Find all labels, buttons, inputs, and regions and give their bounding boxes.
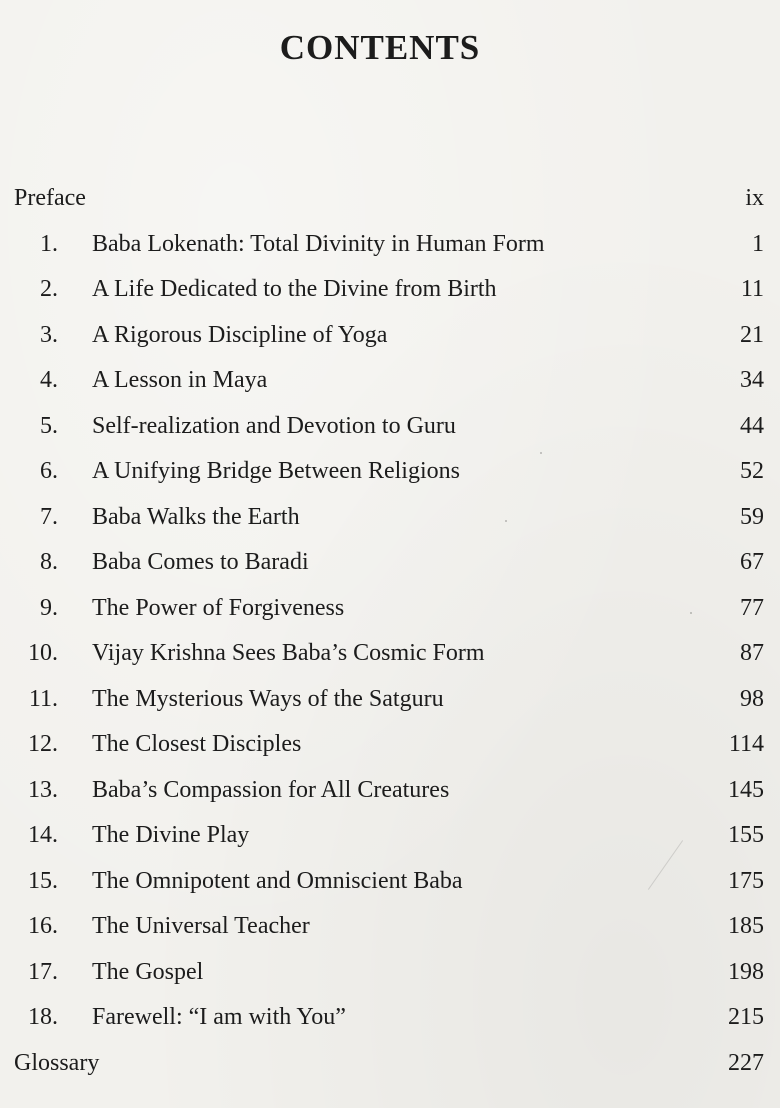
entry-title: The Omnipotent and Omniscient Baba <box>92 867 463 894</box>
toc-entry-chapter <box>0 768 780 814</box>
chapter-number: 1. <box>40 230 58 257</box>
toc-entry-chapter <box>0 540 780 586</box>
entry-page-number: 227 <box>728 1049 764 1076</box>
entry-title: Glossary <box>14 1049 100 1076</box>
toc-entry-chapter <box>0 222 780 268</box>
toc-entry-chapter <box>0 995 780 1041</box>
entry-page-number: 185 <box>728 913 764 939</box>
chapter-number: 10. <box>28 640 58 666</box>
toc-entry-chapter <box>0 631 780 677</box>
entry-page-number: 198 <box>728 958 764 985</box>
toc-entry-chapter <box>0 813 780 859</box>
chapter-number: 6. <box>40 458 58 484</box>
chapter-number: 5. <box>40 412 58 439</box>
entry-title: The Divine Play <box>92 822 250 848</box>
chapter-number: 15. <box>28 867 58 894</box>
scan-speck <box>540 452 542 454</box>
toc-entry-glossary <box>0 1041 780 1087</box>
entry-title: A Life Dedicated to the Divine from Birth <box>92 276 497 302</box>
entry-page-number: 11 <box>740 276 764 302</box>
entry-title: The Gospel <box>92 958 204 985</box>
scan-speck <box>690 612 692 614</box>
entry-title: The Universal Teacher <box>92 913 310 939</box>
entry-title: The Power of Forgiveness <box>92 594 345 621</box>
entry-page-number: 44 <box>740 412 764 439</box>
entry-title: Preface <box>14 185 86 211</box>
entry-title: A Unifying Bridge Between Religions <box>92 458 460 484</box>
chapter-number: 8. <box>40 549 58 575</box>
chapter-number: 9. <box>40 594 58 621</box>
entry-title: Vijay Krishna Sees Baba’s Cosmic Form <box>92 640 485 666</box>
entry-page-number: 155 <box>728 822 764 848</box>
entry-page-number: 52 <box>740 458 764 484</box>
table-of-contents <box>0 176 780 1086</box>
scan-speck <box>505 520 507 522</box>
entry-page-number: 34 <box>740 367 764 393</box>
entry-title: Self-realization and Devotion to Guru <box>92 412 456 439</box>
chapter-number: 17. <box>28 958 58 985</box>
entry-title: A Rigorous Discipline of Yoga <box>92 321 388 348</box>
chapter-number: 4. <box>40 367 58 393</box>
toc-entry-preface <box>0 176 780 222</box>
entry-title: Baba Walks the Earth <box>92 503 300 530</box>
toc-entry-chapter <box>0 404 780 450</box>
entry-page-number: 114 <box>728 731 764 757</box>
scan-speck <box>323 236 325 238</box>
toc-entry-chapter <box>0 904 780 950</box>
toc-entry-chapter <box>0 586 780 632</box>
toc-entry-chapter <box>0 449 780 495</box>
entry-page-number: 215 <box>728 1004 764 1030</box>
entry-page-number: 175 <box>728 867 764 894</box>
entry-title: Baba’s Compassion for All Creatures <box>92 776 450 803</box>
entry-title: A Lesson in Maya <box>92 367 268 393</box>
page-title: CONTENTS <box>279 28 481 67</box>
entry-title: Baba Comes to Baradi <box>92 549 309 575</box>
entry-title: Farewell: “I am with You” <box>92 1004 346 1030</box>
toc-entry-chapter <box>0 950 780 996</box>
chapter-number: 18. <box>28 1004 58 1030</box>
toc-entry-chapter <box>0 722 780 768</box>
chapter-number: 16. <box>28 913 58 939</box>
entry-title: Baba Lokenath: Total Divinity in Human Form <box>92 230 545 257</box>
chapter-number: 13. <box>28 776 58 803</box>
chapter-number: 14. <box>28 822 58 848</box>
entry-title: The Mysterious Ways of the Satguru <box>92 685 444 712</box>
toc-entry-chapter <box>0 677 780 723</box>
entry-page-number: 87 <box>740 640 764 666</box>
entry-page-number: 21 <box>740 321 764 348</box>
chapter-number: 12. <box>28 731 58 757</box>
chapter-number: 2. <box>40 276 58 302</box>
toc-entry-chapter <box>0 313 780 359</box>
toc-entry-chapter <box>0 495 780 541</box>
entry-page-number: 1 <box>752 230 764 257</box>
entry-page-number: 145 <box>728 776 764 803</box>
entry-title: The Closest Disciples <box>92 731 302 757</box>
toc-entry-chapter <box>0 267 780 313</box>
entry-page-number: 59 <box>740 503 764 530</box>
entry-page-number: ix <box>745 185 764 211</box>
entry-page-number: 67 <box>740 549 764 575</box>
chapter-number: 7. <box>40 503 58 530</box>
entry-page-number: 77 <box>740 594 764 621</box>
toc-entry-chapter <box>0 358 780 404</box>
chapter-number: 11. <box>28 685 58 712</box>
chapter-number: 3. <box>40 321 58 348</box>
entry-page-number: 98 <box>740 685 764 712</box>
